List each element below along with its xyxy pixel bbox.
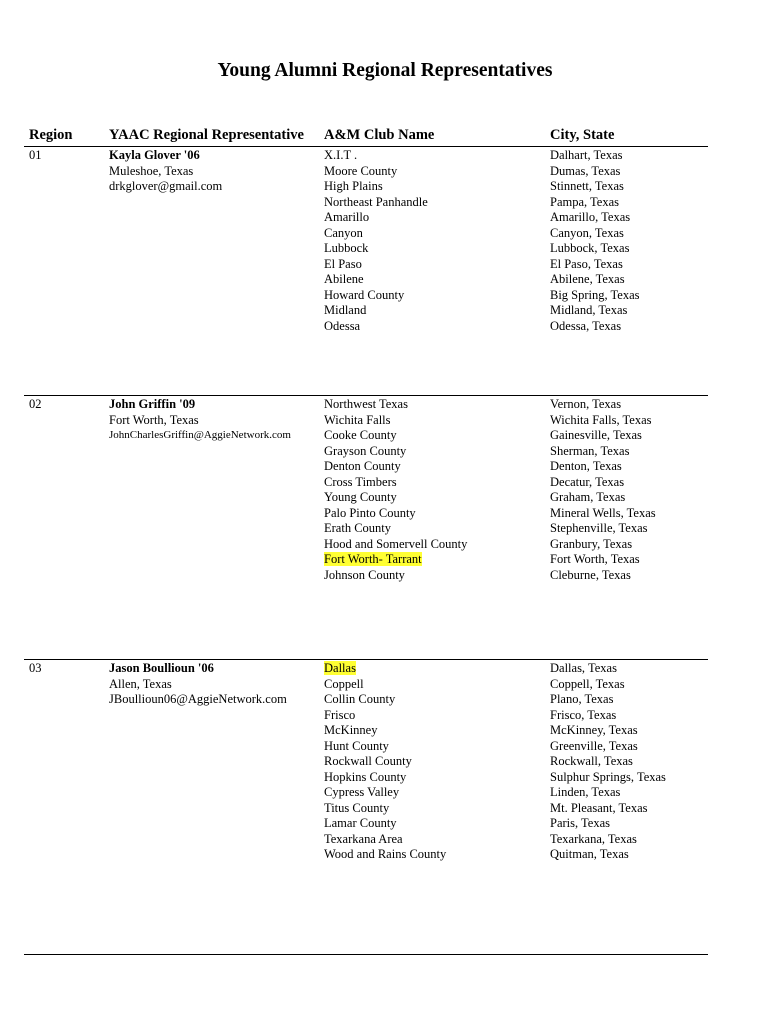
- club-name: [324, 428, 467, 444]
- city-state-text: Decatur, Texas: [550, 474, 625, 489]
- representative-name: Kayla Glover '06: [109, 148, 200, 162]
- city-state-text: Pampa, Texas: [550, 194, 620, 209]
- city-state-text: Linden, Texas: [550, 785, 621, 799]
- club-name-text: Palo Pinto County: [324, 505, 416, 520]
- club-name-text: McKinney: [324, 723, 378, 737]
- club-name: [324, 770, 446, 786]
- city-state-text: Big Spring, Texas: [550, 287, 640, 302]
- club-name: [324, 210, 428, 226]
- city-state-text: Canyon, Texas: [550, 225, 624, 240]
- city-state: [550, 413, 656, 429]
- club-name-text: Northeast Panhandle: [324, 194, 428, 209]
- city-state: [550, 739, 666, 755]
- city-state-text: Odessa, Texas: [550, 318, 622, 333]
- city-state-text: Dalhart, Texas: [550, 148, 623, 162]
- city-state: [550, 444, 656, 460]
- city-state: [550, 506, 656, 522]
- club-name-text: Cypress Valley: [324, 785, 400, 799]
- region-section-03: [0, 661, 770, 861]
- city-state-text: McKinney, Texas: [550, 723, 638, 737]
- representative-name: Jason Boullioun '06: [109, 661, 214, 675]
- club-name: [324, 444, 467, 460]
- club-name-text: Midland: [324, 303, 367, 317]
- representative-location: Fort Worth, Texas: [109, 412, 199, 427]
- city-state: [550, 677, 666, 693]
- city-state-text: Fort Worth, Texas: [550, 552, 640, 566]
- city-state: [550, 179, 640, 195]
- city-state-text: Vernon, Texas: [550, 397, 622, 411]
- club-name-text: Northwest Texas: [324, 397, 408, 411]
- club-name-text: Grayson County: [324, 443, 407, 458]
- club-name-text: Hopkins County: [324, 769, 407, 784]
- city-state-text: Denton, Texas: [550, 459, 622, 473]
- club-name: [324, 164, 428, 180]
- city-state-text: Plano, Texas: [550, 692, 614, 706]
- city-state-text: Lubbock, Texas: [550, 241, 630, 255]
- club-name: [324, 490, 467, 506]
- city-state-text: Amarillo, Texas: [550, 210, 631, 224]
- club-name-text: Young County: [324, 490, 397, 504]
- city-state: [550, 241, 640, 257]
- city-state: [550, 164, 640, 180]
- city-state: [550, 490, 656, 506]
- city-state: [550, 459, 656, 475]
- club-name-text: Abilene: [324, 272, 364, 286]
- city-state-text: Coppell, Texas: [550, 676, 625, 691]
- region-number: 02: [29, 397, 42, 411]
- club-name-text: Coppell: [324, 676, 364, 691]
- club-name: [324, 148, 428, 164]
- city-state-text: Stinnett, Texas: [550, 179, 624, 193]
- club-name-text: Collin County: [324, 692, 396, 706]
- city-list: [550, 397, 656, 583]
- city-state: [550, 397, 656, 413]
- city-state-text: Frisco, Texas: [550, 707, 617, 722]
- club-name: [324, 677, 446, 693]
- city-state: [550, 552, 656, 568]
- club-list: [324, 148, 428, 334]
- city-state: [550, 537, 656, 553]
- city-state: [550, 288, 640, 304]
- header-city-state: City, State: [550, 127, 615, 143]
- city-state-text: Sherman, Texas: [550, 443, 630, 458]
- representative-location: Allen, Texas: [109, 676, 172, 691]
- club-name: [324, 552, 467, 568]
- city-state: [550, 847, 666, 863]
- city-state: [550, 801, 666, 817]
- city-state-text: Graham, Texas: [550, 490, 626, 504]
- city-state: [550, 770, 666, 786]
- city-state-text: Sulphur Springs, Texas: [550, 769, 666, 784]
- header-region: Region: [29, 127, 73, 143]
- city-list: [550, 661, 666, 863]
- club-name: [324, 241, 428, 257]
- city-state: [550, 568, 656, 584]
- club-name: [324, 475, 467, 491]
- club-name-text: Hunt County: [324, 738, 389, 753]
- club-name-text: Amarillo: [324, 210, 370, 224]
- city-state: [550, 226, 640, 242]
- club-name: [324, 661, 446, 677]
- city-state: [550, 521, 656, 537]
- page-title: Young Alumni Regional Representatives: [217, 60, 553, 81]
- club-name: [324, 816, 446, 832]
- club-name: [324, 397, 467, 413]
- club-name: [324, 288, 428, 304]
- city-state-text: Texarkana, Texas: [550, 831, 637, 846]
- header-divider: [24, 146, 708, 147]
- club-name: [324, 179, 428, 195]
- club-name-text: El Paso: [324, 256, 362, 271]
- representative-email: drkglover@gmail.com: [109, 179, 223, 193]
- club-name-text: Lamar County: [324, 816, 397, 830]
- club-name: [324, 195, 428, 211]
- city-state: [550, 303, 640, 319]
- representative-location: Muleshoe, Texas: [109, 163, 194, 178]
- club-name: [324, 832, 446, 848]
- club-name-text: Titus County: [324, 800, 390, 815]
- club-name: [324, 754, 446, 770]
- city-state: [550, 816, 666, 832]
- city-state-text: Quitman, Texas: [550, 847, 629, 861]
- city-state: [550, 723, 666, 739]
- city-state-text: Paris, Texas: [550, 816, 610, 830]
- city-state: [550, 661, 666, 677]
- city-state-text: Dumas, Texas: [550, 163, 621, 178]
- club-name-text: Fort Worth- Tarrant: [324, 552, 422, 566]
- club-name-text: High Plains: [324, 179, 383, 193]
- club-name: [324, 303, 428, 319]
- club-name-text: Cross Timbers: [324, 474, 397, 489]
- club-name-text: Cooke County: [324, 428, 397, 442]
- city-state-text: Stephenville, Texas: [550, 521, 648, 535]
- club-name: [324, 692, 446, 708]
- club-name-text: Dallas: [324, 661, 356, 675]
- club-list: [324, 661, 446, 863]
- city-state: [550, 319, 640, 335]
- club-name: [324, 257, 428, 273]
- city-state-text: Mineral Wells, Texas: [550, 505, 656, 520]
- club-name: [324, 739, 446, 755]
- city-state-text: Mt. Pleasant, Texas: [550, 800, 648, 815]
- city-state: [550, 692, 666, 708]
- club-name-text: Rockwall County: [324, 754, 412, 768]
- club-name-text: Wood and Rains County: [324, 847, 447, 861]
- club-name: [324, 272, 428, 288]
- club-name: [324, 521, 467, 537]
- city-list: [550, 148, 640, 334]
- city-state: [550, 475, 656, 491]
- club-name: [324, 413, 467, 429]
- city-state: [550, 210, 640, 226]
- region-section-02: [0, 397, 770, 582]
- club-name-text: Canyon: [324, 225, 363, 240]
- city-state-text: Rockwall, Texas: [550, 754, 633, 768]
- city-state: [550, 832, 666, 848]
- region-number: 03: [29, 661, 42, 675]
- club-name: [324, 459, 467, 475]
- club-name-text: Erath County: [324, 521, 392, 535]
- club-name: [324, 847, 446, 863]
- city-state: [550, 195, 640, 211]
- header-representative: YAAC Regional Representative: [109, 127, 304, 143]
- city-state-text: Granbury, Texas: [550, 536, 633, 551]
- region-number: 01: [29, 148, 42, 162]
- city-state-text: Wichita Falls, Texas: [550, 412, 652, 427]
- city-state: [550, 708, 666, 724]
- city-state: [550, 257, 640, 273]
- city-state-text: Dallas, Texas: [550, 661, 617, 675]
- city-state-text: Gainesville, Texas: [550, 428, 642, 442]
- city-state: [550, 148, 640, 164]
- club-name-text: Moore County: [324, 163, 398, 178]
- representative-email: JBoullioun06@AggieNetwork.com: [109, 692, 287, 706]
- club-name-text: Wichita Falls: [324, 412, 391, 427]
- club-name: [324, 708, 446, 724]
- region-divider: [24, 395, 708, 396]
- club-name: [324, 319, 428, 335]
- city-state: [550, 272, 640, 288]
- header-club-name: A&M Club Name: [324, 127, 435, 143]
- city-state-text: Cleburne, Texas: [550, 567, 631, 582]
- representative-name: John Griffin '09: [109, 397, 196, 411]
- club-name-text: Denton County: [324, 459, 401, 473]
- city-state: [550, 754, 666, 770]
- city-state-text: Greenville, Texas: [550, 738, 638, 753]
- club-name-text: Texarkana Area: [324, 831, 403, 846]
- club-name: [324, 226, 428, 242]
- region-divider: [24, 659, 708, 660]
- club-name: [324, 568, 467, 584]
- representative-block: [109, 397, 291, 444]
- city-state-text: Abilene, Texas: [550, 272, 625, 286]
- club-name-text: X.I.T .: [324, 148, 358, 162]
- club-name-text: Frisco: [324, 707, 356, 722]
- club-name-text: Hood and Somervell County: [324, 536, 468, 551]
- club-name: [324, 506, 467, 522]
- city-state-text: Midland, Texas: [550, 303, 628, 317]
- city-state: [550, 785, 666, 801]
- representative-block: [109, 148, 222, 195]
- city-state: [550, 428, 656, 444]
- club-name: [324, 537, 467, 553]
- club-name-text: Johnson County: [324, 567, 405, 582]
- club-name: [324, 785, 446, 801]
- club-name-text: Lubbock: [324, 241, 369, 255]
- representative-block: [109, 661, 287, 708]
- club-name: [324, 801, 446, 817]
- region-section-01: [0, 148, 770, 333]
- club-name-text: Odessa: [324, 318, 361, 333]
- club-list: [324, 397, 467, 583]
- footer-divider: [24, 954, 708, 955]
- club-name-text: Howard County: [324, 287, 405, 302]
- city-state-text: El Paso, Texas: [550, 256, 623, 271]
- club-name: [324, 723, 446, 739]
- representative-email: JohnCharlesGriffin@AggieNetwork.com: [109, 429, 291, 441]
